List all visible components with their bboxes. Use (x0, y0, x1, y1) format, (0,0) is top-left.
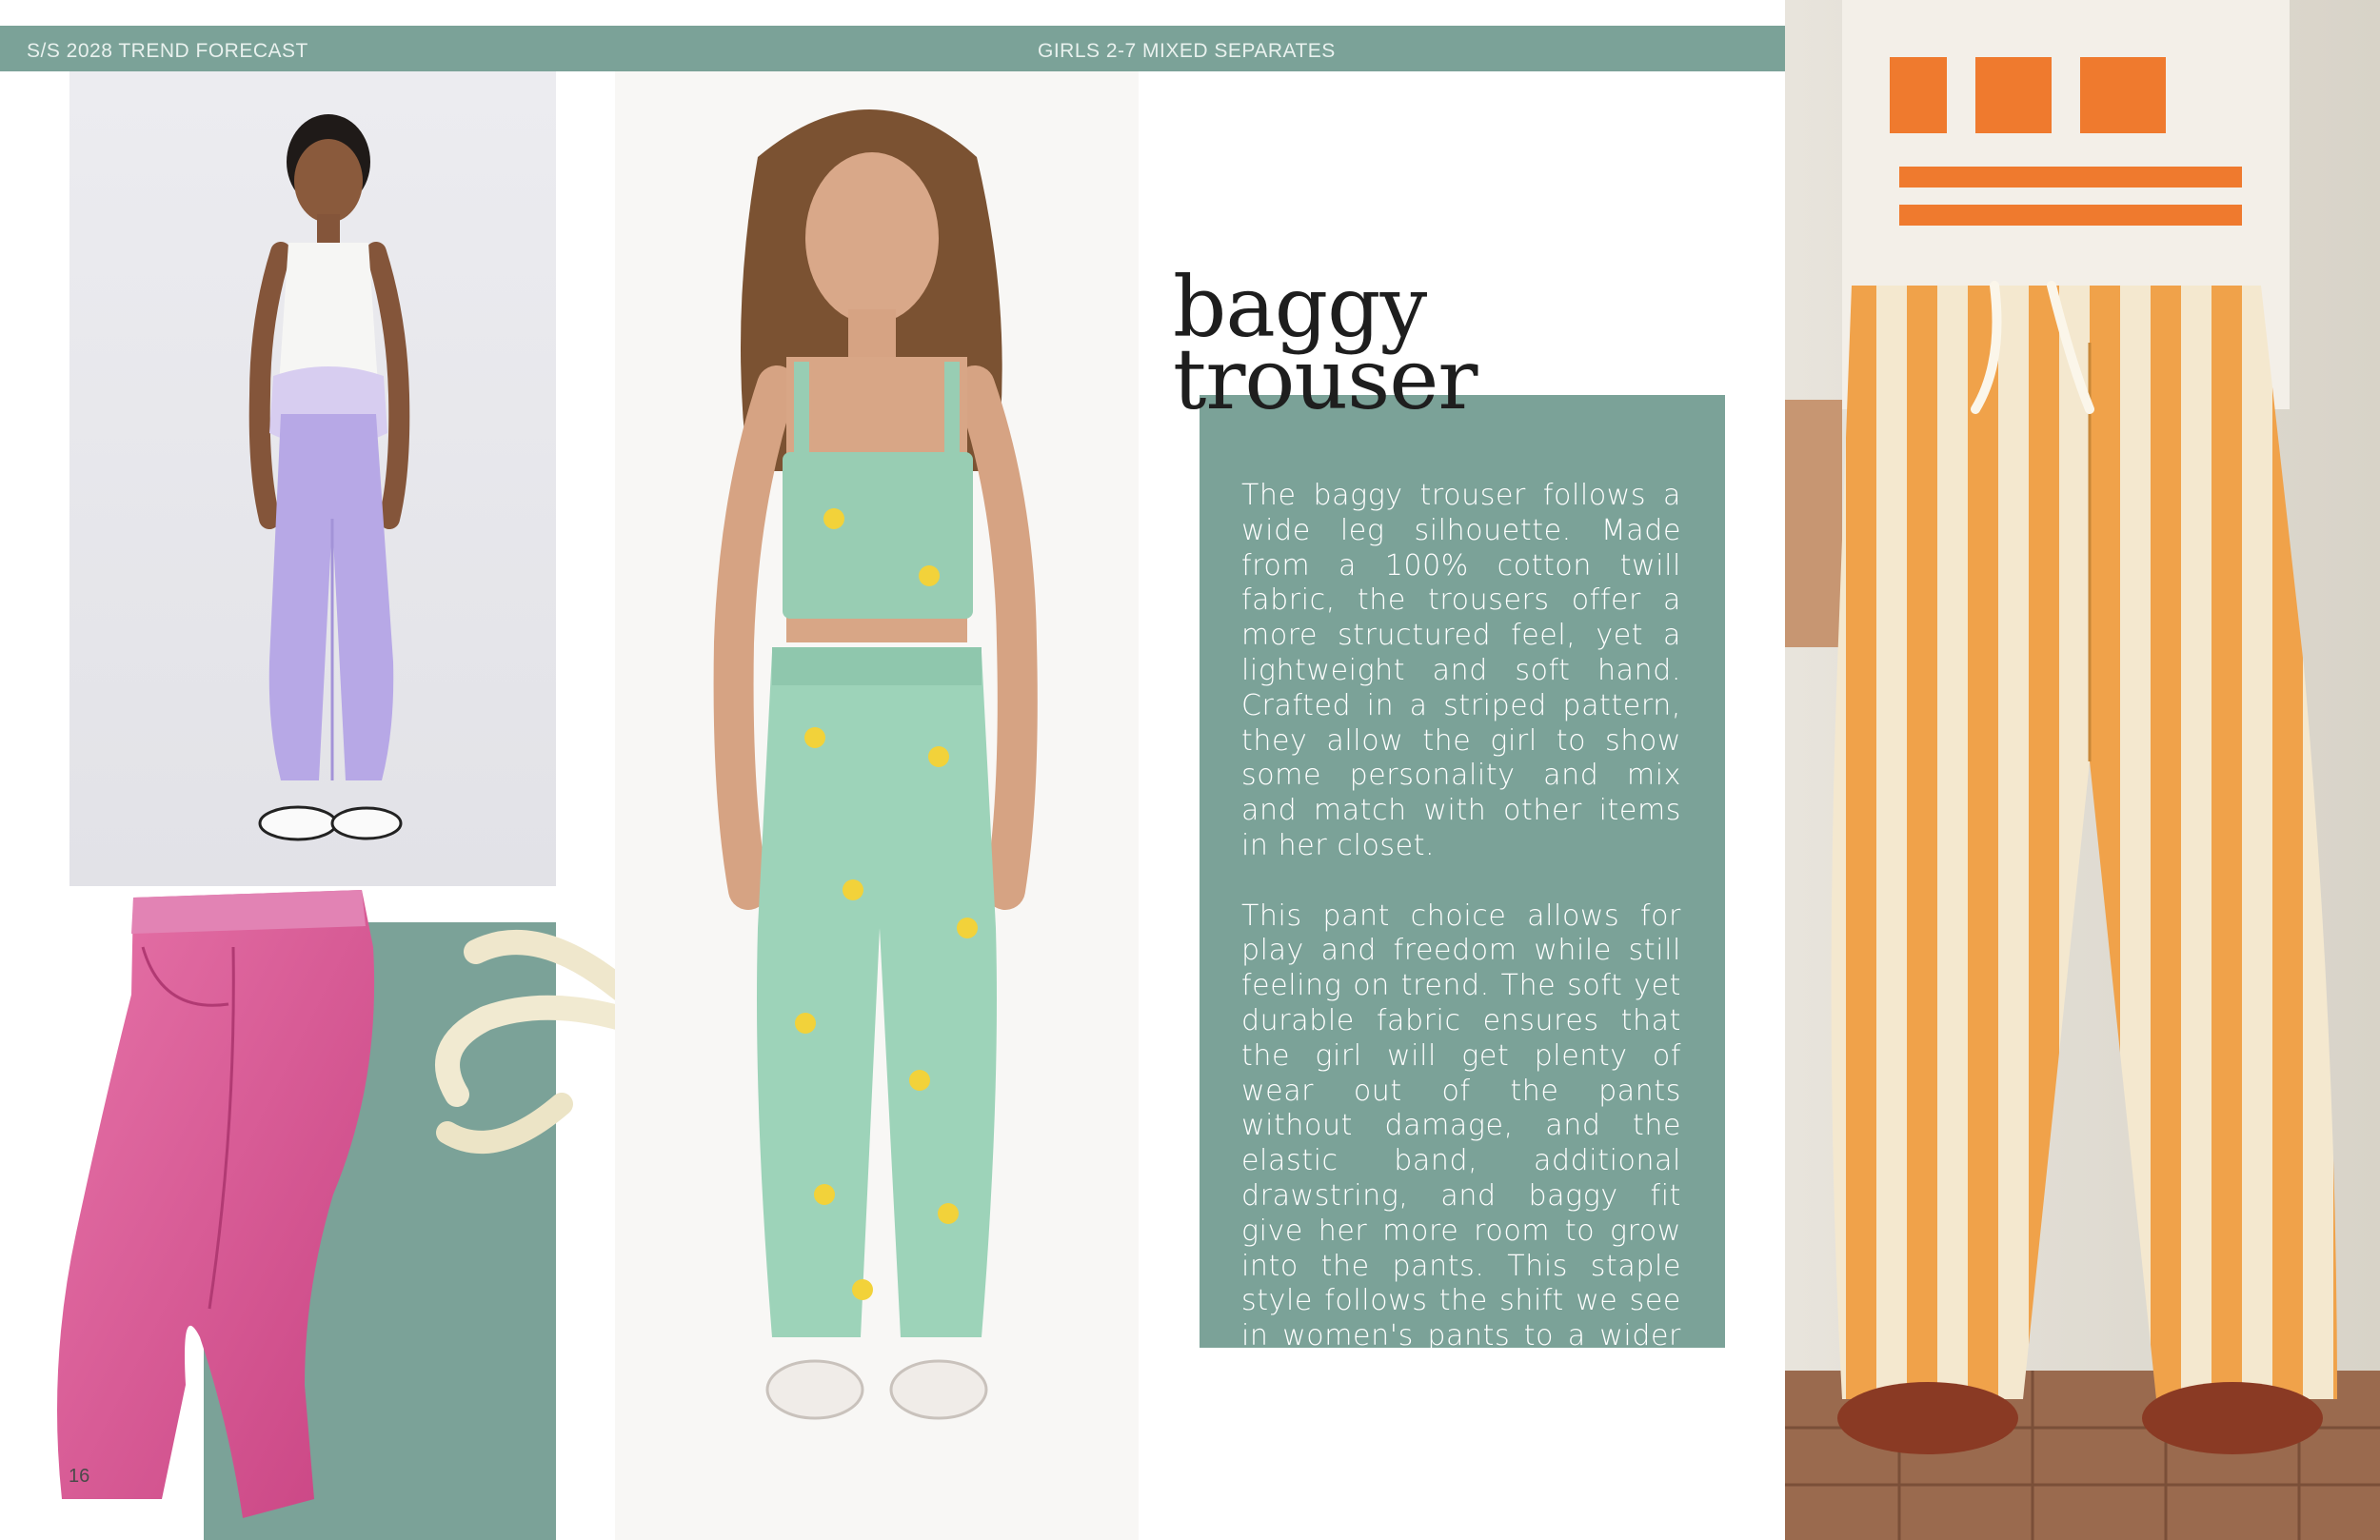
photo-girl-lavender-pants (69, 71, 556, 886)
header-center-label: GIRLS 2-7 MIXED SEPARATES (1038, 40, 1336, 62)
girl-lavender-illustration (69, 71, 556, 886)
description-paragraph-2: This pant choice allows for play and freedom while still feeling on trend. The soft yet durable fabric ensures that the girl will get plenty of wear out of the pants without damage, and the elastic band, additional drawstring, and baggy fit give her more room to grow into the pants. This staple style follows the shift we see in women's pants to a wider fit. (1241, 898, 1681, 1388)
title-line-2: trouser (1173, 330, 1478, 428)
header-left-label: S/S 2028 TREND FORECAST (27, 40, 308, 62)
title-line-1: baggy (1173, 258, 1427, 356)
page-number: 16 (69, 1466, 90, 1487)
page-title (1173, 258, 1478, 428)
girl-mint-illustration (615, 71, 1139, 1540)
photo-girl-mint-coord (615, 71, 1139, 1540)
photo-orange-striped-trousers (1785, 0, 2380, 1540)
description-text (1241, 479, 1681, 1425)
description-paragraph-1: The baggy trouser follows a wide leg silhouette. Made from a 100% cotton twill fabric, the trousers offer a more structured feel, yet a lightweight and soft hand. Crafted in a striped pattern, they allow the girl to show some personality and mix and match with other items in her closet. (1241, 479, 1681, 862)
striped-trousers-illustration (1785, 0, 2380, 1540)
